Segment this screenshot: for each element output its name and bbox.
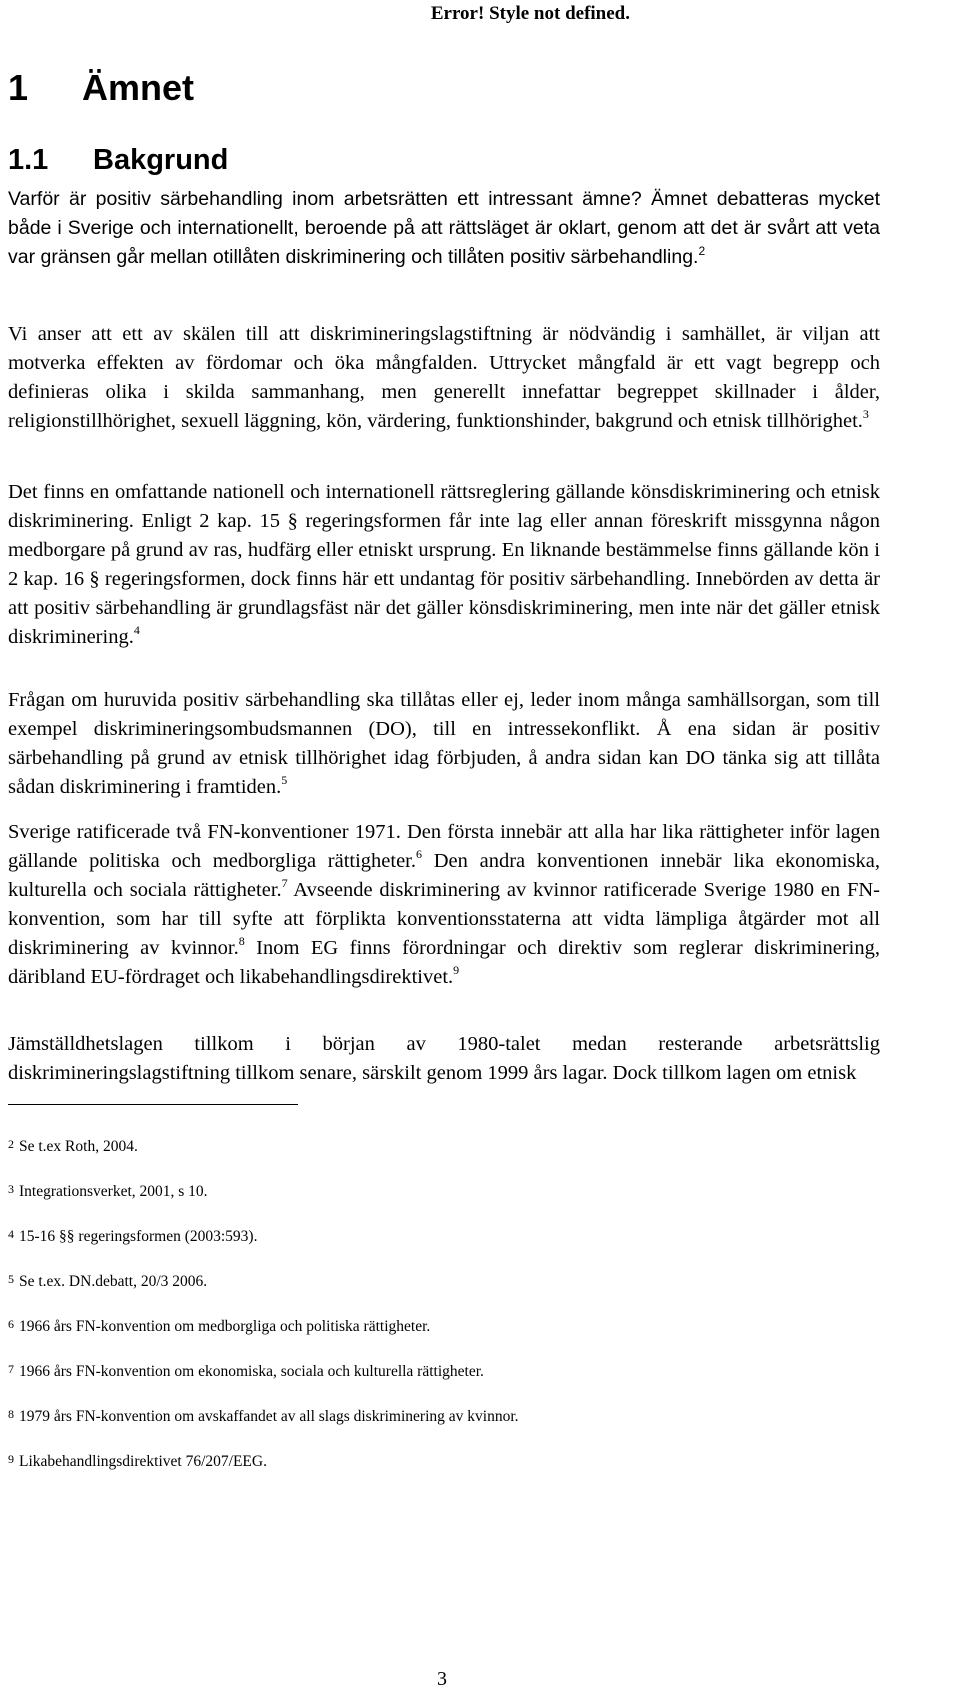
footnote-ref: 9 bbox=[453, 963, 460, 978]
footnote bbox=[8, 1403, 888, 1428]
paragraph-text: Jämställdhetslagen tillkom i början av 1980-talet medan resterande arbetsrättslig diskrimineringslagstiftning tillkom senare, särskilt genom 1999 års lagar. Dock tillkom lagen om etnisk bbox=[8, 1033, 880, 1084]
paragraph-text: Avseende diskriminering av kvinnor ratificerade Sverige 1980 en FN-konvention, som har till syfte att förplikta konventionsstaterna att vidta lämpliga åtgärder mot all diskriminering av kvinnor. bbox=[8, 879, 880, 959]
section-title: Bakgrund bbox=[93, 144, 229, 176]
footnote-ref: 6 bbox=[416, 847, 422, 862]
footnote-separator bbox=[8, 1104, 298, 1105]
chapter-number: 1 bbox=[8, 67, 29, 108]
footnote bbox=[8, 1448, 888, 1473]
body-paragraph-4 bbox=[8, 686, 880, 802]
footnote-text: 1979 års FN-konvention om avskaffandet av all slags diskriminering av kvinnor. bbox=[19, 1408, 519, 1425]
footnote-mark: 2 bbox=[8, 1137, 14, 1151]
footnote-text: Se t.ex Roth, 2004. bbox=[19, 1138, 138, 1155]
footnote-text: Integrationsverket, 2001, s 10. bbox=[19, 1183, 208, 1200]
chapter-heading bbox=[8, 64, 194, 112]
footnote-text: 1966 års FN-konvention om medborgliga och politiska rättigheter. bbox=[19, 1318, 431, 1335]
footnote-mark: 3 bbox=[8, 1182, 14, 1196]
chapter-title: Ämnet bbox=[82, 67, 195, 108]
section-heading bbox=[8, 140, 228, 180]
page-number-text: 3 bbox=[437, 1668, 447, 1690]
footnote bbox=[8, 1178, 888, 1203]
paragraph-text: Varför är positiv särbehandling inom arbetsrätten ett intressant ämne? Ämnet debatteras mycket både i Sverige och internationellt, beroende på att rättsläget är oklart, genom att det är svårt att veta var gränsen går mellan otillåten diskriminering och tillåten positiv särbehandling. bbox=[8, 188, 880, 268]
footnote-ref: 7 bbox=[281, 876, 288, 891]
body-paragraph-1 bbox=[8, 185, 880, 272]
running-header-text: Error! Style not defined. bbox=[430, 3, 630, 24]
body-paragraph-3 bbox=[8, 478, 880, 652]
paragraph-text: Den andra konventionen innebär lika ekonomiska, kulturella och sociala rättigheter. bbox=[8, 850, 880, 901]
body-paragraph-6 bbox=[8, 1030, 880, 1088]
footnote bbox=[8, 1133, 888, 1158]
footnote-ref: 3 bbox=[862, 407, 869, 422]
footnote-text: 1966 års FN-konvention om ekonomiska, sociala och kulturella rättigheter. bbox=[19, 1363, 484, 1380]
footnote-ref: 2 bbox=[698, 243, 706, 258]
footnote bbox=[8, 1268, 888, 1293]
footnote-mark: 7 bbox=[8, 1362, 14, 1376]
footnote bbox=[8, 1358, 888, 1383]
paragraph-text: Frågan om huruvida positiv särbehandling ska tillåtas eller ej, leder inom många samhällsorgan, som till exempel diskrimineringsombudsmannen (DO), till en intressekonflikt. Å ena sidan är positiv särbehandling på grund av etnisk tillhörighet idag förbjuden, å andra sidan kan DO tänka sig att tillåta sådan diskriminering i framtiden. bbox=[8, 689, 880, 798]
footnote-mark: 6 bbox=[8, 1317, 14, 1331]
section-number: 1.1 bbox=[8, 144, 49, 176]
footnote-text: 15-16 §§ regeringsformen (2003:593). bbox=[19, 1228, 258, 1245]
footnote-ref: 4 bbox=[133, 623, 140, 638]
footnote-mark: 4 bbox=[8, 1227, 14, 1241]
footnote-text: Likabehandlingsdirektivet 76/207/EEG. bbox=[19, 1453, 267, 1470]
running-header bbox=[0, 0, 960, 28]
footnote-text: Se t.ex. DN.debatt, 20/3 2006. bbox=[19, 1273, 208, 1290]
footnote bbox=[8, 1223, 888, 1248]
footnotes bbox=[8, 1133, 888, 1493]
paragraph-text: Vi anser att ett av skälen till att diskrimineringslagstiftning är nödvändig i samhället, är viljan att motverka effekten av fördomar och öka mångfalden. Uttrycket mångfald är ett vagt begrepp och definieras olika i skilda sammanhang, men generellt innefattar begreppet skillnader i ålder, religionstillhörighet, sexuell läggning, kön, värdering, funktionshinder, bakgrund och etnisk tillhörighet. bbox=[8, 323, 880, 432]
paragraph-text: Sverige ratificerade två FN-konventioner 1971. Den första innebär att alla har lika rättigheter inför lagen gällande politiska och medborgliga rättigheter. bbox=[8, 821, 880, 872]
footnote-ref: 8 bbox=[238, 934, 245, 949]
footnote-mark: 5 bbox=[8, 1272, 14, 1286]
footnote-mark: 9 bbox=[8, 1452, 14, 1466]
paragraph-text: Det finns en omfattande nationell och internationell rättsreglering gällande könsdiskriminering och etnisk diskriminering. Enligt 2 kap. 15 § regeringsformen får inte lag eller annan föreskrift missgynna någon medborgare på grund av ras, hudfärg eller etniskt ursprung. En liknande bestämmelse finns gällande kön i 2 kap. 16 § regeringsformen, dock finns här ett undantag för positiv särbehandling. Innebörden av detta är att positiv särbehandling är grundlagsfäst när det gäller könsdiskriminering, men inte när det gäller etnisk diskriminering. bbox=[8, 481, 880, 648]
footnote-ref: 5 bbox=[281, 773, 288, 788]
body-paragraph-2 bbox=[8, 320, 880, 436]
footnote-mark: 8 bbox=[8, 1407, 14, 1421]
body-paragraph-5 bbox=[8, 818, 880, 992]
footnote bbox=[8, 1313, 888, 1338]
paragraph-text: Inom EG finns förordningar och direktiv som reglerar diskriminering, däribland EU-fördraget och likabehandlingsdirektivet. bbox=[8, 937, 880, 988]
page-number bbox=[0, 1666, 884, 1692]
